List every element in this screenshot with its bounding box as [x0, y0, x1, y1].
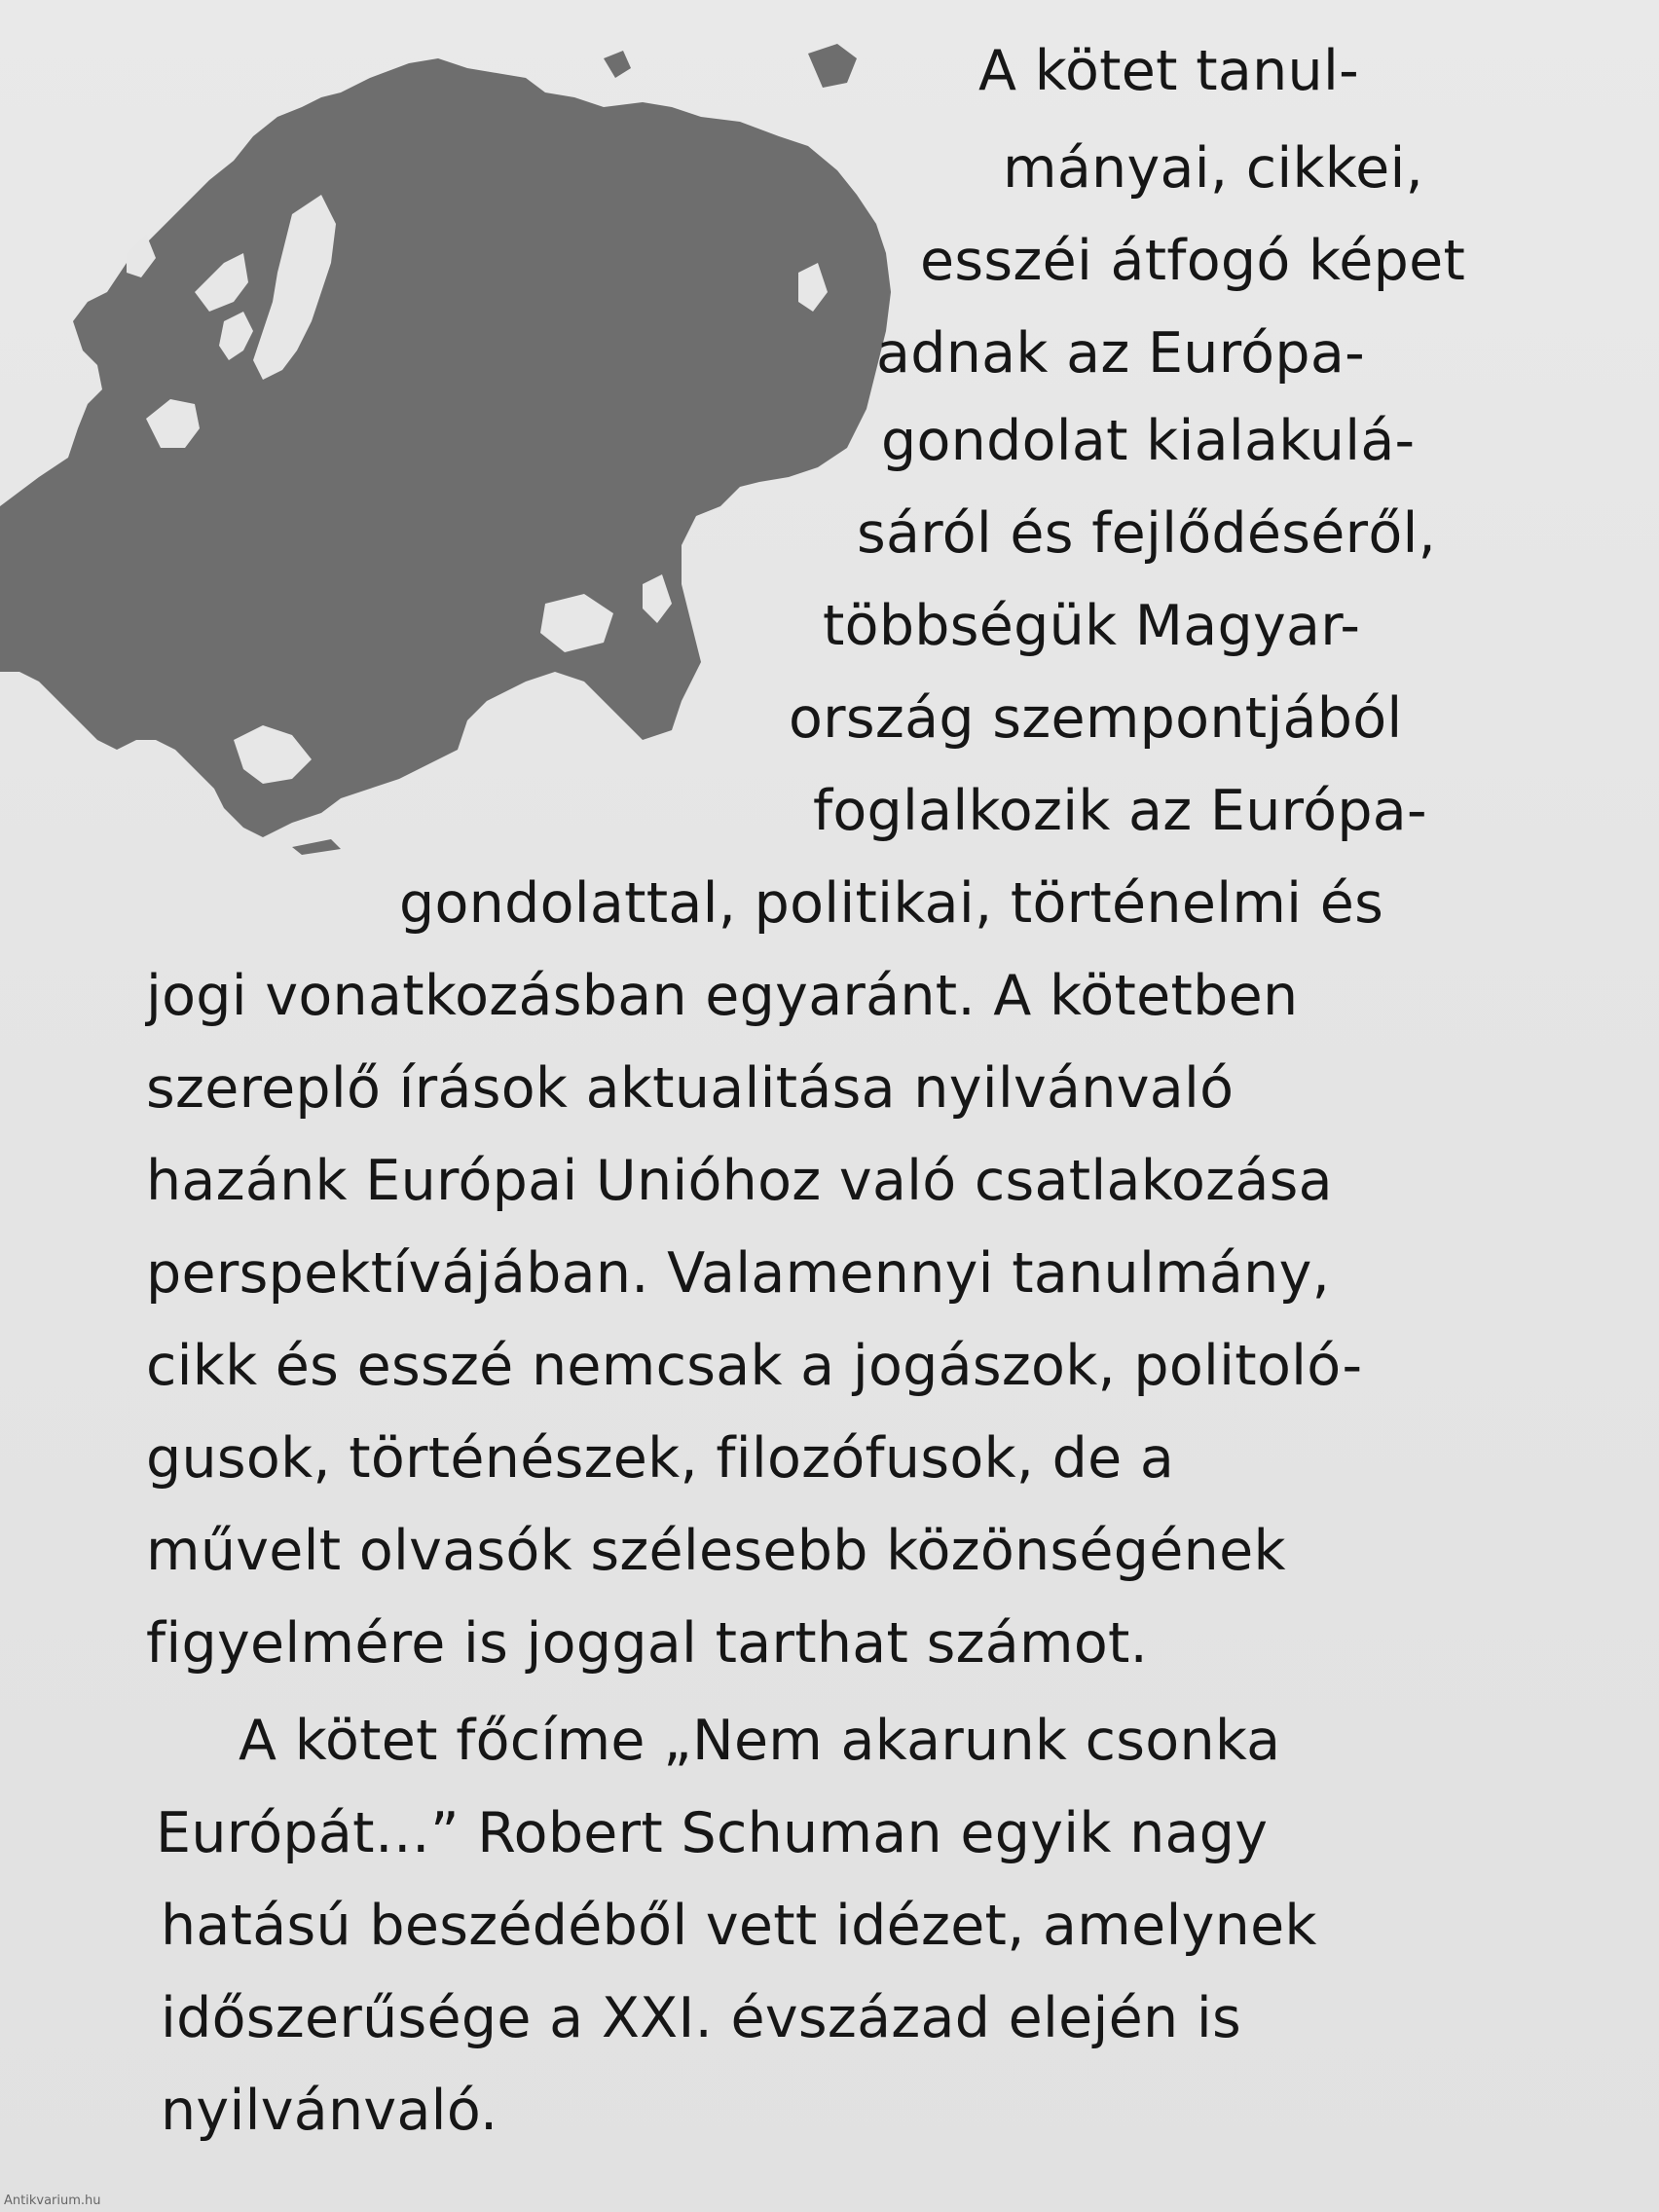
- watermark: Antikvarium.hu: [4, 2194, 101, 2208]
- paragraph1-line-15: cikk és esszé nemcsak a jogászok, politoló-: [146, 1334, 1363, 1398]
- paragraph1-line-18: figyelmére is joggal tarthat számot.: [146, 1611, 1149, 1676]
- paragraph1-line-2: mányai, cikkei,: [1003, 136, 1423, 201]
- paragraph1-line-16: gusok, történészek, filozófusok, de a: [146, 1426, 1175, 1491]
- paragraph2-line-4: időszerűsége a XXI. évszázad elején is: [161, 1986, 1242, 2050]
- paragraph1-line-4: adnak az Európa-: [876, 321, 1365, 386]
- paragraph1-line-9: foglalkozik az Európa-: [813, 779, 1427, 843]
- paragraph2-line-2: Európát…” Robert Schuman egyik nagy: [156, 1801, 1269, 1865]
- paragraph1-line-8: ország szempontjából: [789, 686, 1403, 751]
- paragraph2-line-5: nyilvánvaló.: [161, 2079, 498, 2143]
- paragraph1-line-6: sáról és fejlődéséről,: [857, 501, 1437, 566]
- paragraph2-line-3: hatású beszédéből vett idézet, amelynek: [161, 1894, 1317, 1958]
- paragraph1-line-11: jogi vonatkozásban egyaránt. A kötetben: [146, 964, 1299, 1028]
- paragraph1-line-17: művelt olvasók szélesebb közönségének: [146, 1519, 1286, 1583]
- paragraph1-line-7: többségük Magyar-: [823, 594, 1361, 658]
- paragraph1-line-14: perspektívájában. Valamennyi tanulmány,: [146, 1241, 1331, 1306]
- paragraph1-line-10: gondolattal, politikai, történelmi és: [399, 871, 1384, 936]
- paragraph1-line-12: szereplő írások aktualitása nyilvánvaló: [146, 1056, 1235, 1121]
- paragraph1-line-5: gondolat kialakulá-: [881, 409, 1416, 473]
- paragraph1-line-1: A kötet tanul-: [978, 39, 1359, 103]
- paragraph1-line-3: esszéi átfogó képet: [920, 229, 1466, 293]
- paragraph2-line-1: A kötet főcíme „Nem akarunk csonka: [239, 1709, 1281, 1773]
- paragraph1-line-13: hazánk Európai Unióhoz való csatlakozása: [146, 1149, 1333, 1213]
